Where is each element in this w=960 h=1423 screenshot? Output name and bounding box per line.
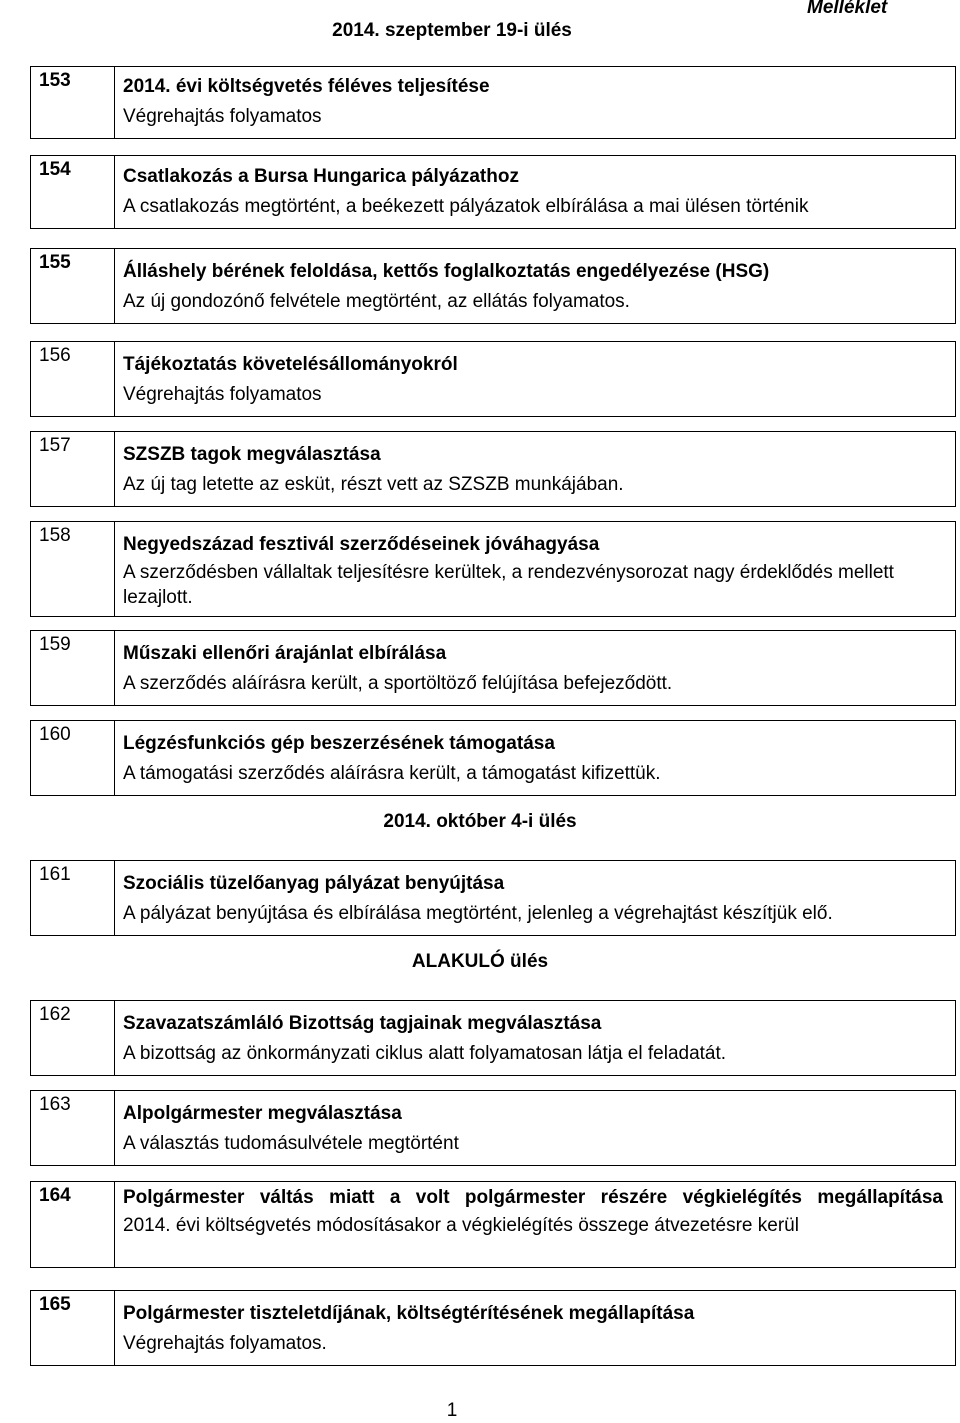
resolution-detail: A csatlakozás megtörtént, a beékezett pályázatok elbírálása a mai ülésen történik bbox=[123, 196, 809, 217]
resolution-number: 162 bbox=[31, 1001, 115, 1076]
resolution-detail: A támogatási szerződés aláírásra került, a támogatást kifizettük. bbox=[123, 763, 661, 784]
resolution-row-160 bbox=[30, 720, 956, 796]
resolution-row-153 bbox=[30, 66, 956, 139]
resolution-detail: Az új gondozónő felvétele megtörtént, az ellátás folyamatos. bbox=[123, 291, 630, 312]
resolution-title: 2014. évi költségvetés féléves teljesítése bbox=[123, 76, 490, 97]
resolution-detail: Az új tag letette az esküt, részt vett az SZSZB munkájában. bbox=[123, 474, 624, 495]
session-heading: 2014. szeptember 19-i ülés bbox=[332, 20, 572, 41]
resolution-detail: A bizottság az önkormányzati ciklus alatt folyamatosan látja el feladatát. bbox=[123, 1043, 727, 1064]
resolution-title: Szociális tüzelőanyag pályázat benyújtása bbox=[123, 873, 505, 894]
resolution-row-155 bbox=[30, 248, 956, 324]
resolution-detail: Végrehajtás folyamatos bbox=[123, 384, 322, 405]
resolution-title: Szavazatszámláló Bizottság tagjainak megválasztása bbox=[123, 1013, 602, 1034]
resolution-title: Csatlakozás a Bursa Hungarica pályázathoz bbox=[123, 166, 519, 187]
resolution-detail: Végrehajtás folyamatos. bbox=[123, 1333, 327, 1354]
resolution-title: Műszaki ellenőri árajánlat elbírálása bbox=[123, 643, 447, 664]
resolution-number: 160 bbox=[31, 721, 115, 796]
resolution-number: 155 bbox=[31, 249, 115, 324]
resolution-title: Légzésfunkciós gép beszerzésének támogatása bbox=[123, 733, 555, 754]
annex-label: Melléklet bbox=[807, 0, 888, 18]
resolution-number: 154 bbox=[31, 156, 115, 229]
resolution-row-157 bbox=[30, 431, 956, 507]
resolution-row-165 bbox=[30, 1290, 956, 1366]
resolution-number: 153 bbox=[31, 67, 115, 139]
resolution-detail: Végrehajtás folyamatos bbox=[123, 106, 322, 127]
resolution-detail: 2014. évi költségvetés módosításakor a végkielégítés összege átvezetésre kerül bbox=[123, 1215, 799, 1236]
resolution-detail: A szerződésben vállaltak teljesítésre kerültek, a rendezvénysorozat nagy érdeklődés mellett lezajlott. bbox=[123, 562, 894, 608]
resolution-row-162 bbox=[30, 1000, 956, 1076]
resolution-title: Alpolgármester megválasztása bbox=[123, 1103, 402, 1124]
section-heading-oct: 2014. október 4-i ülés bbox=[383, 811, 577, 832]
resolution-row-164 bbox=[30, 1181, 956, 1268]
resolution-title: SZSZB tagok megválasztása bbox=[123, 444, 381, 465]
resolution-detail: A szerződés aláírásra került, a sportöltöző felújítása befejeződött. bbox=[123, 673, 673, 694]
resolution-title: Tájékoztatás követelésállományokról bbox=[123, 354, 458, 375]
resolution-number: 163 bbox=[31, 1091, 115, 1166]
resolution-detail: A választás tudomásulvétele megtörtént bbox=[123, 1133, 459, 1154]
resolution-row-159 bbox=[30, 630, 956, 706]
resolution-number: 157 bbox=[31, 432, 115, 507]
resolution-row-161 bbox=[30, 860, 956, 936]
resolution-row-158 bbox=[30, 521, 956, 617]
resolution-number: 156 bbox=[31, 342, 115, 417]
resolution-row-163 bbox=[30, 1090, 956, 1166]
resolution-number: 159 bbox=[31, 631, 115, 706]
resolution-number: 158 bbox=[31, 522, 115, 617]
resolution-title: Negyedszázad fesztivál szerződéseinek jóváhagyása bbox=[123, 534, 600, 555]
resolution-detail: A pályázat benyújtása és elbírálása megtörtént, jelenleg a végrehajtást készítjük elő. bbox=[123, 903, 833, 924]
resolution-number: 164 bbox=[31, 1182, 115, 1268]
page-number: 1 bbox=[446, 1400, 458, 1421]
resolution-number: 161 bbox=[31, 861, 115, 936]
resolution-row-156 bbox=[30, 341, 956, 417]
resolution-row-154 bbox=[30, 155, 956, 229]
resolution-title: Álláshely bérének feloldása, kettős foglalkoztatás engedélyezése (HSG) bbox=[123, 261, 770, 282]
resolution-number: 165 bbox=[31, 1291, 115, 1366]
resolution-title: Polgármester váltás miatt a volt polgármester részére végkielégítés megállapítása bbox=[123, 1187, 943, 1208]
resolution-title: Polgármester tiszteletdíjának, költségtérítésének megállapítása bbox=[123, 1303, 695, 1324]
section-heading-alakulo: ALAKULÓ ülés bbox=[411, 951, 549, 972]
